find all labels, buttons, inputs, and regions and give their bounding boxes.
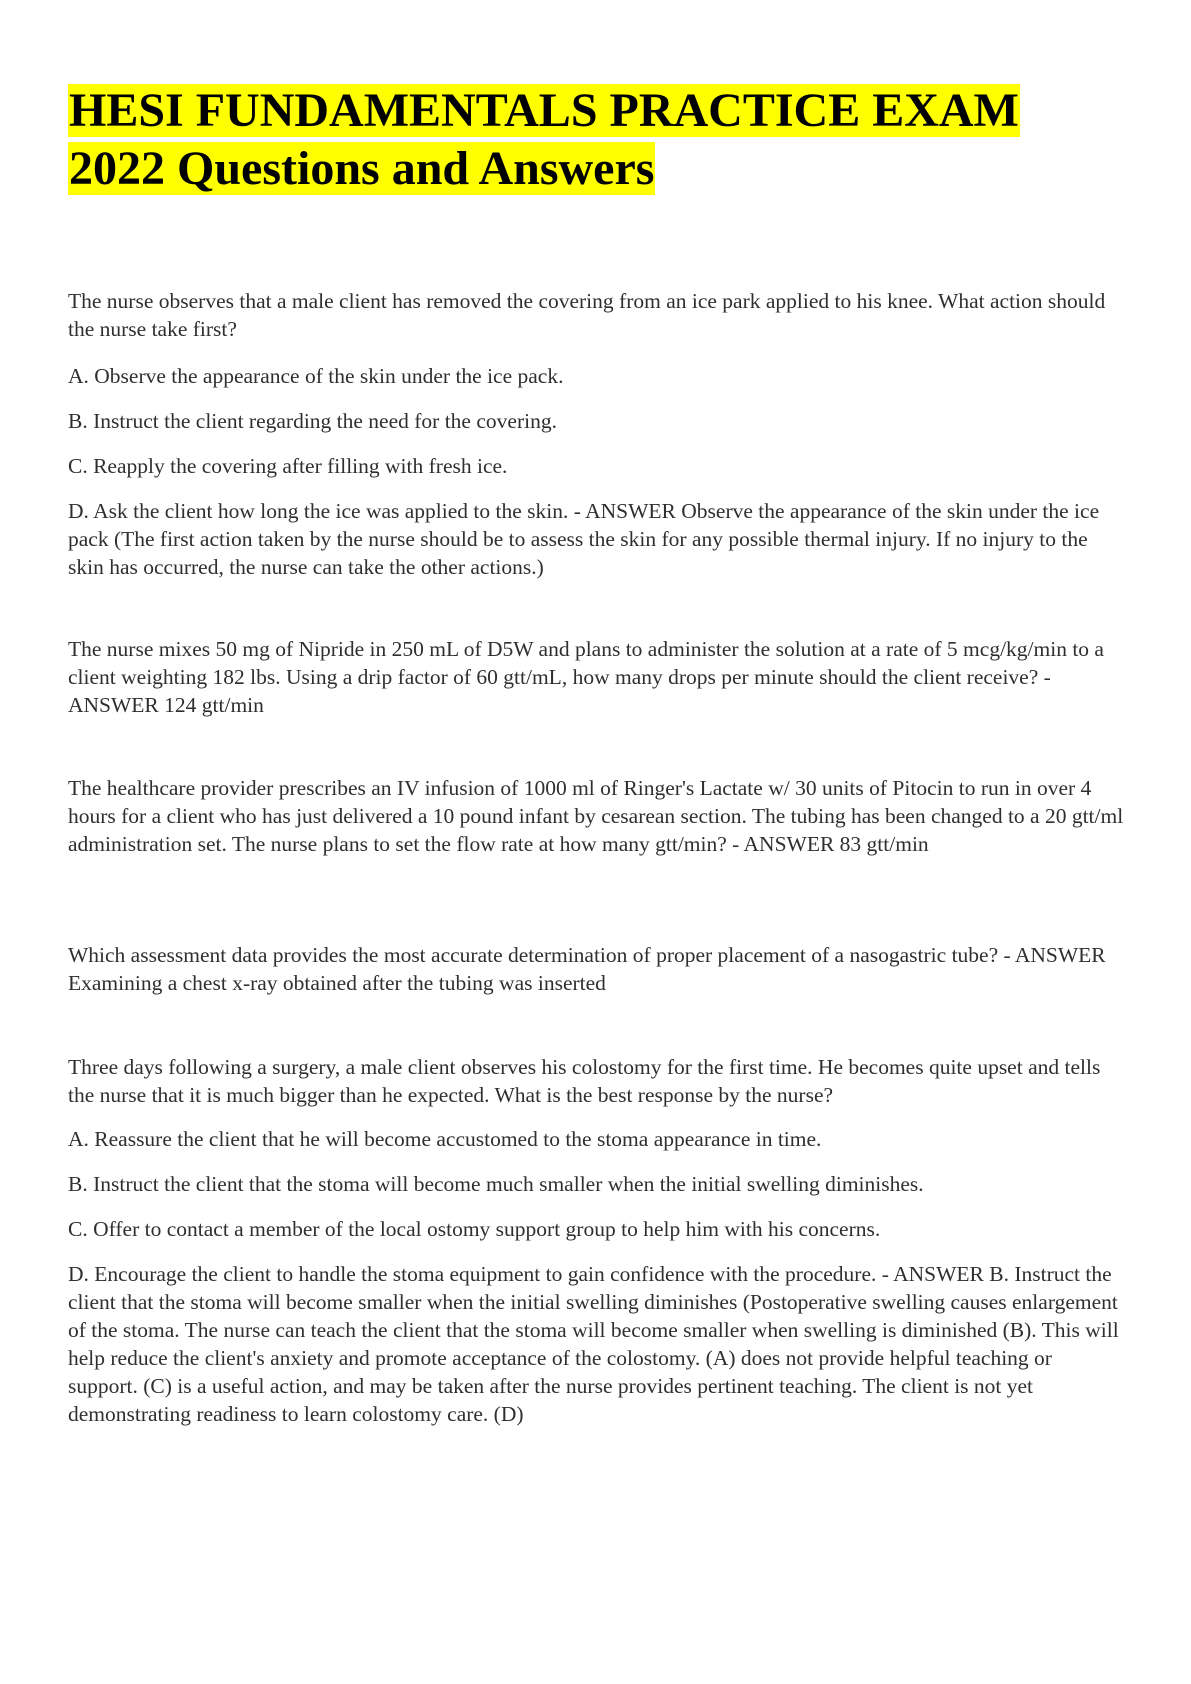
question-5-option-d-answer: D. Encourage the client to handle the stoma equipment to gain confidence with the procedure. - ANSWER B. Instruct the client that the stoma will become smaller when the initial swelling diminishes (Postoperative swelling causes enlargement of the stoma. The nurse can teach the client that the stoma will become smaller when swelling is diminished (B). This will help reduce the client's anxiety and promote acceptance of the colostomy. (A) does not provide helpful teaching or support. (C) is a useful action, and may be taken after the nurse provides pertinent teaching. The client is not yet demonstrating readiness to learn colostomy care. (D)	[68, 1262, 1119, 1426]
question-1-option-a: A. Observe the appearance of the skin under the ice pack.	[68, 364, 564, 388]
question-2-stem: The nurse mixes 50 mg of Nipride in 250 mL of D5W and plans to administer the solution at a rate of 5 mcg/kg/min to a client weighting 182 lbs. Using a drip factor of 60 gtt/mL, how many drops per minute should the client receive? - ANSWER 124 gtt/min	[68, 637, 1104, 717]
question-1-option-b: B. Instruct the client regarding the need for the covering.	[68, 409, 557, 433]
question-3-stem: The healthcare provider prescribes an IV infusion of 1000 ml of Ringer's Lactate w/ 30 units of Pitocin to run in over 4 hours for a client who has just delivered a 10 pound infant by cesarean section. The tubing has been changed to a 20 gtt/ml administration set. The nurse plans to set the flow rate at how many gtt/min? - ANSWER 83 gtt/min	[68, 776, 1124, 856]
question-5-option-a: A. Reassure the client that he will become accustomed to the stoma appearance in time.	[68, 1127, 822, 1151]
title-line-2: 2022 Questions and Answers	[69, 142, 655, 195]
question-5-option-c: C. Offer to contact a member of the local ostomy support group to help him with his concerns.	[68, 1217, 881, 1241]
question-5-option-b: B. Instruct the client that the stoma will become much smaller when the initial swelling diminishes.	[68, 1172, 924, 1196]
question-1-stem: The nurse observes that a male client has removed the covering from an ice park applied to his knee. What action should the nurse take first?	[68, 289, 1106, 341]
title-line-1: HESI FUNDAMENTALS PRACTICE EXAM	[69, 84, 1019, 137]
question-1-option-c: C. Reapply the covering after filling with fresh ice.	[68, 454, 508, 478]
question-5-stem: Three days following a surgery, a male client observes his colostomy for the first time. He becomes quite upset and tells the nurse that it is much bigger than he expected. What is the best response by the nurse?	[68, 1055, 1101, 1107]
question-1-option-d-answer: D. Ask the client how long the ice was applied to the skin. - ANSWER Observe the appearance of the skin under the ice pack (The first action taken by the nurse should be to assess the skin for any possible thermal injury. If no injury to the skin has occurred, the nurse can take the other actions.)	[68, 499, 1100, 579]
page-title	[68, 82, 1128, 198]
question-4-stem: Which assessment data provides the most accurate determination of proper placement of a nasogastric tube? - ANSWER Examining a chest x-ray obtained after the tubing was inserted	[68, 943, 1106, 995]
